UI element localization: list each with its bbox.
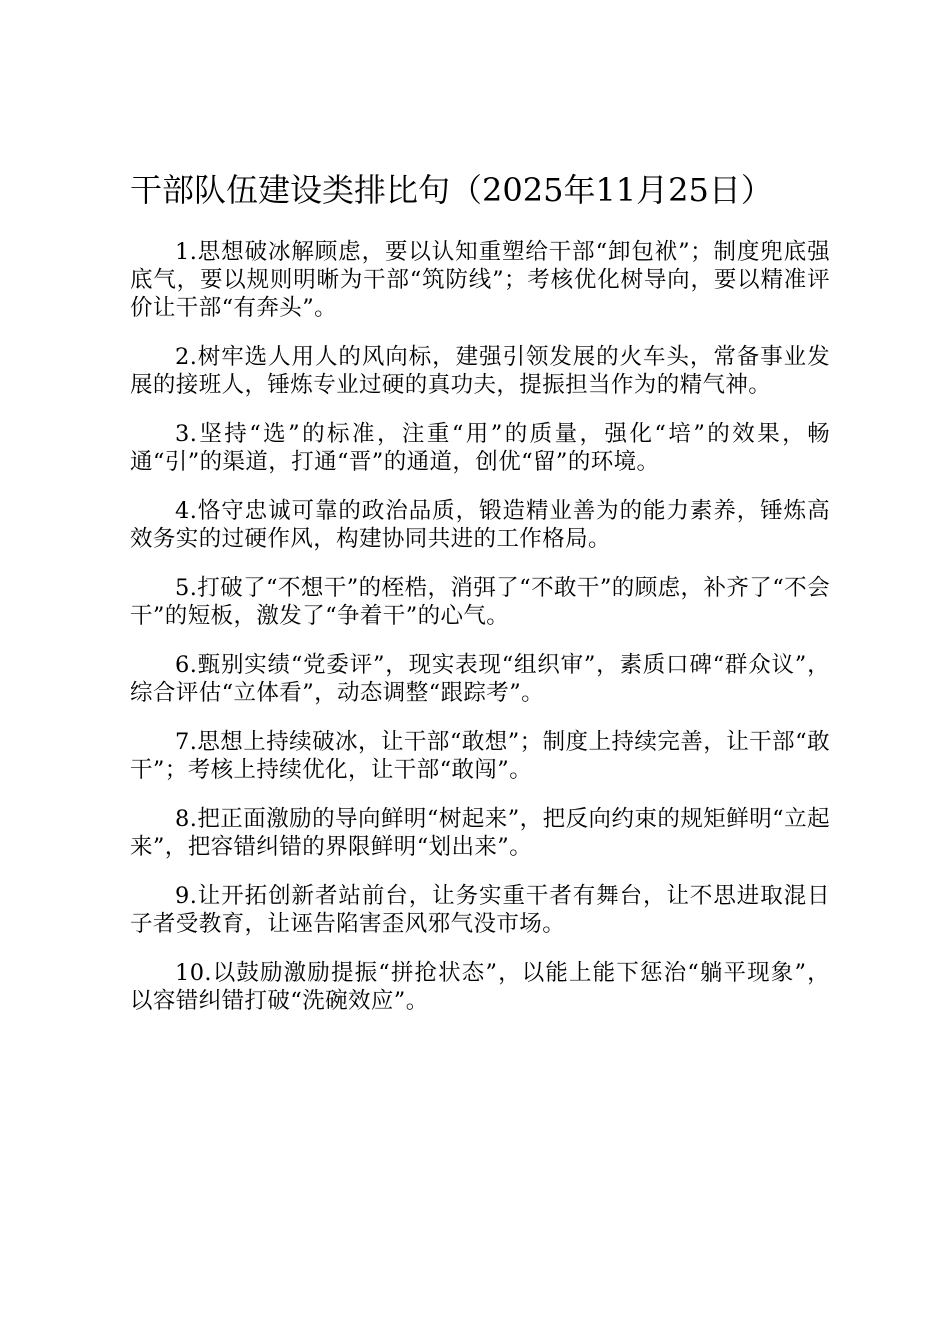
paragraph-2: 2.树牢选人用人的风向标，建强引领发展的火车头，常备事业发展的接班人，锤炼专业过硬的真功夫，提振担当作为的精气神。: [130, 344, 830, 398]
paragraph-4: 4.恪守忠诚可靠的政治品质，锻造精业善为的能力素养，锤炼高效务实的过硬作风，构建协同共进的工作格局。: [130, 498, 830, 552]
paragraph-8: 8.把正面激励的导向鲜明“树起来”，把反向约束的规矩鲜明“立起来”，把容错纠错的界限鲜明“划出来”。: [130, 806, 830, 860]
paragraph-6: 6.甄别实绩“党委评”，现实表现“组织审”，素质口碑“群众议”，综合评估“立体看”，动态调整“跟踪考”。: [130, 652, 830, 706]
paragraph-3: 3.坚持“选”的标准，注重“用”的质量，强化“培”的效果，畅通“引”的渠道，打通“晋”的通道，创优“留”的环境。: [130, 421, 830, 475]
document-title: 干部队伍建设类排比句（2025年11月25日）: [130, 171, 773, 209]
paragraph-5: 5.打破了“不想干”的桎梏，消弭了“不敢干”的顾虑，补齐了“不会干”的短板，激发了“争着干”的心气。: [130, 575, 830, 629]
paragraph-9: 9.让开拓创新者站前台，让务实重干者有舞台，让不思进取混日子者受教育，让诬告陷害歪风邪气没市场。: [130, 883, 830, 937]
paragraph-7: 7.思想上持续破冰，让干部“敢想”；制度上持续完善，让干部“敢干”；考核上持续优化，让干部“敢闯”。: [130, 729, 830, 783]
paragraph-10: 10.以鼓励激励提振“拼抢状态”，以能上能下惩治“躺平现象”，以容错纠错打破“洗碗效应”。: [130, 960, 830, 1014]
paragraph-1: 1.思想破冰解顾虑，要以认知重塑给干部“卸包袱”；制度兜底强底气，要以规则明晰为干部“筑防线”；考核优化树导向，要以精准评价让干部“有奔头”。: [130, 239, 830, 321]
document-body: [130, 168, 830, 1036]
paragraph-list: [130, 238, 830, 1015]
